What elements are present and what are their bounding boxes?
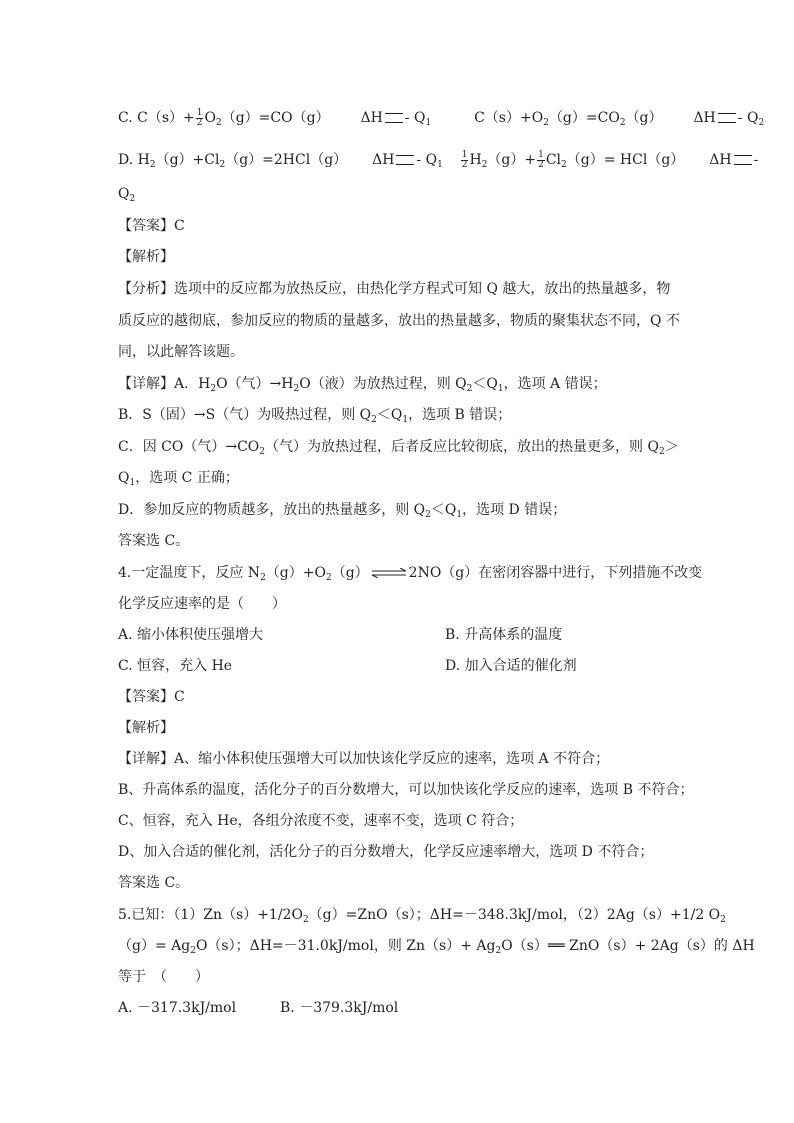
q4-analysis-title: 【解析】 bbox=[118, 720, 174, 736]
fraction-half: $\frac{1}{2}$ bbox=[461, 149, 468, 170]
q4-detail-line: C、恒容，充入 He，各组分浓度不变，速率不变，选项 C 符合； bbox=[118, 813, 524, 829]
q3-fenxi-line: 【分析】选项中的反应都为放热反应，由热化学方程式可知 Q 越大，放出的热量越多，物 bbox=[118, 281, 671, 297]
q4-option-d: D. 加入合适的催化剂 bbox=[445, 658, 577, 674]
q5-option-a: A. －317.3kJ/mol bbox=[118, 1000, 237, 1016]
q4-option-a: A. 缩小体积使压强增大 bbox=[118, 627, 264, 643]
q5-stem-line3: 等于 （ ） bbox=[118, 969, 209, 985]
q4-detail-line: 【详解】A、缩小体积使压强增大可以加快该化学反应的速率，选项 A 不符合； bbox=[118, 751, 610, 767]
q5-option-b: B. －379.3kJ/mol bbox=[280, 1000, 399, 1016]
q4-stem: 4.一定温度下，反应 $N_2(g)+O_2(g)$ 2NO（g）在密闭容器中进行，下列措施不改变 bbox=[118, 565, 703, 583]
q5-stem-line2: $(g)= Ag_2O(s)$；ΔH=－31.0kJ/mol，则 $Zn(s)+ Ag_2O(s)══$ ZnO（s）+ 2Ag（s）的 ΔH bbox=[118, 938, 755, 956]
q3-option-c: C. C（s）+ $\frac{1}{2}$ $O_2(g)=CO(g)$ ΔH - $Q_1$ $C(s)+O_2(g)=CO_2(g)$ ΔH - $Q_2$ bbox=[118, 107, 765, 128]
q4-option-b: B. 升高体系的温度 bbox=[445, 627, 563, 643]
equilibrium-arrow-icon bbox=[371, 568, 407, 578]
q3-option-d: D. $H_2(g)+Cl_2(g)=2HCl(g)$ ΔH - $Q_1$ $\frac{1}{2}$ $H_2(g)+$ $\frac{1}{2}$ $Cl_2(g)= HCl(g)$ ΔH - bbox=[118, 149, 759, 170]
fraction-half: $\frac{1}{2}$ bbox=[196, 107, 203, 128]
q3-detail-a: 【详解】A．$H_2O$（气）$\to H_2O$（液）为放热过程，则 $Q_2<Q_1$，选项 A 错误； bbox=[118, 376, 607, 394]
q4-stem-line2: 化学反应速率的是（ ） bbox=[118, 596, 286, 612]
q4-detail-line: B、升高体系的温度，活化分子的百分数增大，可以加快该化学反应的速率，选项 B 不符合； bbox=[118, 782, 694, 798]
q3-analysis-title: 【解析】 bbox=[118, 249, 174, 265]
q4-detail-line: D、加入合适的催化剂，活化分子的百分数增大，化学反应速率增大，选项 D 不符合； bbox=[118, 844, 654, 860]
q3-detail-b: B．S（固）→S（气）为吸热过程，则 $Q_2<Q_1$，选项 B 错误； bbox=[118, 407, 512, 425]
q3-detail-d: D．参加反应的物质越多，放出的热量越多，则 $Q_2<Q_1$，选项 D 错误； bbox=[118, 502, 567, 520]
q3-conclusion: 答案选 C。 bbox=[118, 533, 190, 549]
q4-answer: 【答案】C bbox=[118, 689, 185, 705]
q3-fenxi-line: 质反应的越彻底，参加反应的物质的量越多，放出的热量越多，物质的聚集状态不同，Q 不 bbox=[118, 313, 680, 329]
q4-conclusion: 答案选 C。 bbox=[118, 875, 190, 891]
fraction-half: $\frac{1}{2}$ bbox=[538, 149, 544, 170]
q3-option-d-wrap: $Q_2$ bbox=[118, 186, 136, 204]
q4-option-c: C. 恒容，充入 He bbox=[118, 658, 233, 674]
q3-fenxi-line: 同，以此解答该题。 bbox=[118, 344, 244, 360]
q3-detail-c-wrap: $Q_1$，选项 C 正确； bbox=[118, 470, 239, 488]
q3-detail-c: C．因 CO（气）$\to CO_2$（气）为放热过程，后者反应比较彻底，放出的热量更多，则 $Q_2>$ bbox=[118, 439, 679, 457]
q3-answer: 【答案】C bbox=[118, 218, 185, 234]
q5-stem: 5.已知：$(1)Zn(s)+1/2O_2(g)=ZnO(s)$；ΔH=－348.3kJ/mol，（2）2Ag（s）+1/2 $O_2$ bbox=[118, 907, 726, 925]
